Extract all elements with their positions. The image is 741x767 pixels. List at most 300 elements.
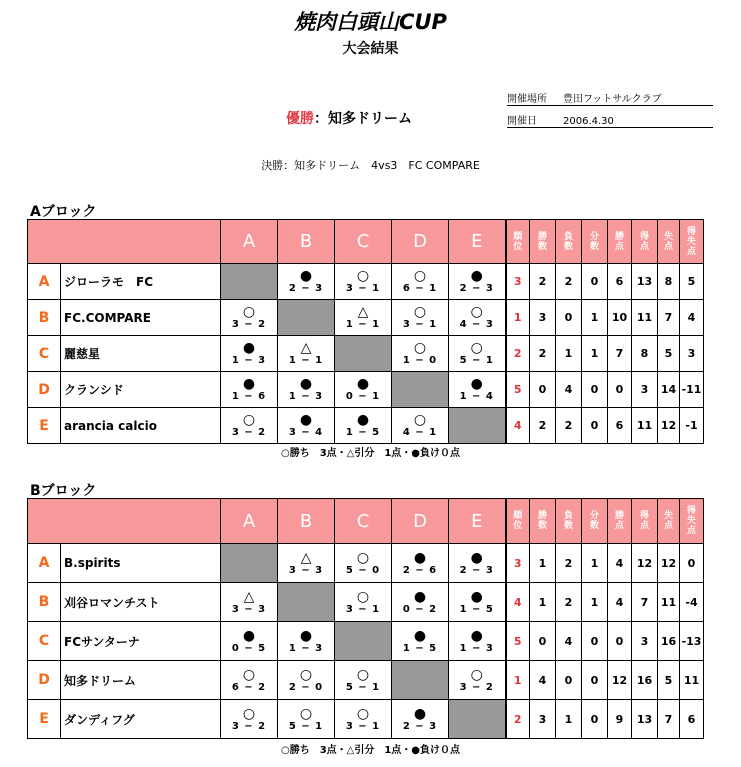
match-score: 0 − 2 bbox=[402, 603, 438, 615]
stat-value: 0 bbox=[582, 372, 608, 408]
block-b-title: Bブロック bbox=[30, 483, 97, 499]
match-score: 3 − 2 bbox=[231, 319, 267, 330]
match-score: 4 − 1 bbox=[402, 427, 438, 438]
match-score: 1 − 3 bbox=[231, 355, 267, 366]
result-symbol: ○ bbox=[356, 705, 370, 722]
result-symbol: ● bbox=[413, 705, 427, 722]
stat-value: 7 bbox=[658, 300, 680, 336]
column-header: B bbox=[278, 220, 335, 264]
stat-value: -11 bbox=[680, 372, 704, 408]
self-match-cell bbox=[449, 408, 506, 444]
stat-value: 3 bbox=[530, 700, 556, 739]
team-name: arancia calcio bbox=[61, 408, 221, 444]
result-symbol: △ bbox=[300, 340, 312, 356]
self-match-cell bbox=[335, 622, 392, 661]
team-name: FC.COMPARE bbox=[61, 300, 221, 336]
match-cell bbox=[392, 300, 449, 336]
match-cell bbox=[449, 300, 506, 336]
stat-header bbox=[530, 220, 556, 264]
team-name: 麗慈星 bbox=[61, 336, 221, 372]
team-letter: C bbox=[28, 336, 61, 372]
winner-line bbox=[286, 108, 412, 128]
stat-value: 7 bbox=[632, 583, 658, 622]
result-symbol: ● bbox=[470, 627, 483, 644]
stat-value: 6 bbox=[608, 408, 632, 444]
stat-value: 2 bbox=[556, 544, 582, 583]
stat-value: 4 bbox=[530, 661, 556, 700]
stat-value: 0 bbox=[556, 661, 582, 700]
column-header: E bbox=[449, 220, 506, 264]
stat-value: 0 bbox=[582, 264, 608, 300]
column-header: E bbox=[449, 499, 506, 544]
stat-header-label: 順位 bbox=[513, 231, 523, 252]
stat-value: 1 bbox=[582, 583, 608, 622]
stat-value: 16 bbox=[632, 661, 658, 700]
match-cell bbox=[278, 700, 335, 739]
stat-header bbox=[608, 220, 632, 264]
stat-value: 0 bbox=[530, 622, 556, 661]
team-row bbox=[28, 700, 704, 739]
rank-value: 3 bbox=[506, 264, 530, 300]
result-symbol: ● bbox=[413, 588, 427, 605]
match-cell bbox=[221, 661, 278, 700]
stat-header-label: 失点 bbox=[663, 231, 673, 252]
stat-value: 1 bbox=[530, 544, 556, 583]
match-score: 1 − 5 bbox=[345, 427, 381, 438]
stat-header bbox=[680, 220, 704, 264]
stat-value: 0 bbox=[582, 408, 608, 444]
stat-header-label: 分数 bbox=[589, 231, 599, 252]
match-score: 5 − 1 bbox=[288, 720, 324, 732]
match-score: 1 − 3 bbox=[288, 642, 324, 654]
match-cell bbox=[392, 544, 449, 583]
match-cell bbox=[392, 264, 449, 300]
stat-value: 16 bbox=[658, 622, 680, 661]
rank-value: 3 bbox=[506, 544, 530, 583]
team-letter: B bbox=[28, 583, 61, 622]
date-key: 開催日 bbox=[507, 116, 537, 127]
team-row bbox=[28, 264, 704, 300]
match-score: 0 − 1 bbox=[345, 391, 381, 402]
match-cell bbox=[221, 583, 278, 622]
rank-value: 2 bbox=[506, 336, 530, 372]
match-score: 2 − 3 bbox=[402, 720, 438, 732]
stat-value: 2 bbox=[530, 408, 556, 444]
team-row bbox=[28, 300, 704, 336]
stat-value: 1 bbox=[582, 300, 608, 336]
self-match-cell bbox=[335, 336, 392, 372]
result-symbol: ● bbox=[470, 376, 483, 392]
rank-value: 5 bbox=[506, 372, 530, 408]
match-cell bbox=[392, 583, 449, 622]
stat-value: 2 bbox=[556, 408, 582, 444]
match-cell bbox=[278, 408, 335, 444]
match-cell bbox=[335, 300, 392, 336]
column-header: D bbox=[392, 220, 449, 264]
stat-value: 4 bbox=[680, 300, 704, 336]
match-cell bbox=[449, 622, 506, 661]
match-cell bbox=[392, 336, 449, 372]
stat-value: -13 bbox=[680, 622, 704, 661]
result-symbol: ● bbox=[470, 549, 483, 566]
stat-value: 4 bbox=[556, 622, 582, 661]
result-symbol: ○ bbox=[356, 588, 370, 605]
team-letter: E bbox=[28, 408, 61, 444]
header-row bbox=[28, 220, 704, 264]
match-cell bbox=[221, 700, 278, 739]
stat-value: 1 bbox=[556, 336, 582, 372]
team-name: 刈谷ロマンチスト bbox=[61, 583, 221, 622]
stat-header-label: 勝点 bbox=[614, 511, 624, 531]
match-score: 4 − 3 bbox=[459, 319, 494, 330]
column-header: D bbox=[392, 499, 449, 544]
team-letter: A bbox=[28, 264, 61, 300]
match-cell bbox=[392, 700, 449, 739]
result-symbol: △ bbox=[357, 304, 369, 320]
stat-value: 12 bbox=[632, 544, 658, 583]
stat-header bbox=[506, 220, 530, 264]
stat-header bbox=[556, 220, 582, 264]
stat-header-label: 負数 bbox=[563, 231, 573, 252]
header-corner bbox=[28, 220, 221, 264]
stat-value: 11 bbox=[680, 661, 704, 700]
winner-separator: ： bbox=[314, 111, 328, 127]
rank-value: 1 bbox=[506, 300, 530, 336]
stat-value: 11 bbox=[658, 583, 680, 622]
stat-value: 5 bbox=[680, 264, 704, 300]
match-cell bbox=[392, 622, 449, 661]
block-a-table bbox=[27, 219, 704, 444]
team-letter: C bbox=[28, 622, 61, 661]
match-cell bbox=[449, 372, 506, 408]
result-symbol: ● bbox=[356, 376, 370, 392]
final-result: 決勝：知多ドリーム 4vs3 FC COMPARE bbox=[261, 159, 480, 172]
stat-value: 3 bbox=[530, 300, 556, 336]
team-name: 知多ドリーム bbox=[61, 661, 221, 700]
team-name: クランシド bbox=[61, 372, 221, 408]
stat-header-label: 勝数 bbox=[537, 511, 547, 531]
result-symbol: ○ bbox=[470, 666, 483, 683]
team-row bbox=[28, 336, 704, 372]
stat-value: 2 bbox=[530, 336, 556, 372]
rank-value: 4 bbox=[506, 408, 530, 444]
team-letter: E bbox=[28, 700, 61, 739]
stat-value: 1 bbox=[582, 544, 608, 583]
result-symbol: ● bbox=[299, 412, 313, 428]
result-symbol: ● bbox=[242, 340, 256, 356]
match-cell bbox=[449, 336, 506, 372]
venue-key: 開催場所 bbox=[507, 94, 547, 105]
stat-value: 13 bbox=[632, 700, 658, 739]
stat-value: 3 bbox=[680, 336, 704, 372]
team-row bbox=[28, 372, 704, 408]
team-row bbox=[28, 408, 704, 444]
result-symbol: ● bbox=[413, 627, 427, 644]
venue-value: 豊田フットサルクラブ bbox=[563, 94, 662, 105]
stat-value: 5 bbox=[658, 336, 680, 372]
match-cell bbox=[221, 408, 278, 444]
stat-header bbox=[632, 499, 658, 544]
result-symbol: △ bbox=[300, 549, 312, 566]
stat-header-label: 負数 bbox=[563, 511, 573, 531]
match-cell bbox=[221, 622, 278, 661]
match-score: 1 − 4 bbox=[459, 391, 494, 402]
stat-value: 0 bbox=[556, 300, 582, 336]
stat-header bbox=[582, 220, 608, 264]
stat-header-label: 順位 bbox=[513, 511, 523, 531]
result-symbol: ○ bbox=[299, 705, 313, 722]
rank-value: 2 bbox=[506, 700, 530, 739]
match-score: 6 − 1 bbox=[402, 283, 438, 294]
stat-header-label: 失点 bbox=[663, 511, 673, 531]
team-row bbox=[28, 544, 704, 583]
rank-value: 1 bbox=[506, 661, 530, 700]
stat-value: 8 bbox=[632, 336, 658, 372]
result-symbol: ○ bbox=[470, 304, 483, 320]
match-cell bbox=[449, 544, 506, 583]
match-cell bbox=[278, 264, 335, 300]
result-symbol: ● bbox=[413, 549, 427, 566]
match-score: 2 − 3 bbox=[459, 564, 494, 576]
stat-header bbox=[582, 499, 608, 544]
date-value: 2006.4.30 bbox=[563, 116, 614, 127]
match-cell bbox=[335, 544, 392, 583]
stat-header bbox=[658, 499, 680, 544]
header-row bbox=[28, 499, 704, 544]
result-symbol: ○ bbox=[242, 666, 256, 683]
winner-label: 優勝 bbox=[286, 111, 314, 127]
stat-value: 7 bbox=[608, 336, 632, 372]
result-symbol: ○ bbox=[356, 268, 370, 284]
match-score: 3 − 2 bbox=[459, 681, 494, 693]
match-cell bbox=[335, 372, 392, 408]
team-row bbox=[28, 583, 704, 622]
column-header: A bbox=[221, 499, 278, 544]
stat-value: 14 bbox=[658, 372, 680, 408]
rank-value: 5 bbox=[506, 622, 530, 661]
team-name: FCサンターナ bbox=[61, 622, 221, 661]
self-match-cell bbox=[221, 264, 278, 300]
match-cell bbox=[335, 583, 392, 622]
match-score: 0 − 5 bbox=[231, 642, 267, 654]
match-cell bbox=[221, 372, 278, 408]
result-symbol: ○ bbox=[413, 304, 427, 320]
page-title: 焼肉白頭山CUP bbox=[294, 10, 447, 34]
stat-value: 12 bbox=[658, 408, 680, 444]
match-score: 2 − 3 bbox=[459, 283, 494, 294]
stat-value: 0 bbox=[582, 700, 608, 739]
stat-value: 13 bbox=[632, 264, 658, 300]
stat-value: 0 bbox=[582, 661, 608, 700]
stat-header-label: 勝数 bbox=[537, 231, 547, 252]
result-symbol: ● bbox=[242, 376, 256, 392]
stat-value: 11 bbox=[632, 300, 658, 336]
self-match-cell bbox=[392, 372, 449, 408]
match-cell bbox=[278, 661, 335, 700]
match-score: 1 − 1 bbox=[345, 319, 381, 330]
stat-header-label: 勝点 bbox=[614, 231, 624, 252]
stat-header-label: 得失点 bbox=[686, 226, 696, 257]
stat-value: 1 bbox=[556, 700, 582, 739]
match-cell bbox=[335, 661, 392, 700]
match-score: 1 − 5 bbox=[402, 642, 438, 654]
venue-info bbox=[507, 90, 713, 106]
result-symbol: ○ bbox=[242, 705, 256, 722]
result-symbol: ● bbox=[299, 627, 313, 644]
team-name: B.spirits bbox=[61, 544, 221, 583]
stat-value: -1 bbox=[680, 408, 704, 444]
result-symbol: △ bbox=[243, 588, 255, 605]
stat-header bbox=[632, 220, 658, 264]
result-symbol: ○ bbox=[242, 304, 256, 320]
stat-value: 4 bbox=[608, 583, 632, 622]
rank-value: 4 bbox=[506, 583, 530, 622]
match-cell bbox=[278, 336, 335, 372]
result-symbol: ○ bbox=[470, 340, 483, 356]
match-score: 2 − 6 bbox=[402, 564, 438, 576]
stat-value: 0 bbox=[582, 622, 608, 661]
match-score: 6 − 2 bbox=[231, 681, 267, 693]
header-corner bbox=[28, 499, 221, 544]
match-cell bbox=[221, 300, 278, 336]
match-score: 3 − 2 bbox=[231, 720, 267, 732]
match-score: 3 − 1 bbox=[345, 603, 381, 615]
stat-value: 3 bbox=[632, 622, 658, 661]
block-b-table bbox=[27, 498, 704, 739]
stat-header bbox=[608, 499, 632, 544]
stat-value: 10 bbox=[608, 300, 632, 336]
team-row bbox=[28, 661, 704, 700]
match-cell bbox=[335, 700, 392, 739]
block-a-title: Aブロック bbox=[30, 204, 97, 220]
stat-value: 0 bbox=[680, 544, 704, 583]
team-letter: D bbox=[28, 661, 61, 700]
result-symbol: ● bbox=[299, 268, 313, 284]
stat-value: 2 bbox=[556, 264, 582, 300]
match-cell bbox=[335, 408, 392, 444]
result-symbol: ○ bbox=[356, 666, 370, 683]
page-subtitle: 大会結果 bbox=[342, 41, 399, 57]
match-score: 1 − 3 bbox=[459, 642, 494, 654]
self-match-cell bbox=[221, 544, 278, 583]
stat-value: 0 bbox=[530, 372, 556, 408]
team-letter: B bbox=[28, 300, 61, 336]
stat-header-label: 得点 bbox=[639, 511, 649, 531]
stat-value: 7 bbox=[658, 700, 680, 739]
column-header: B bbox=[278, 499, 335, 544]
result-symbol: ● bbox=[470, 588, 483, 605]
column-header: C bbox=[335, 220, 392, 264]
stat-value: 9 bbox=[608, 700, 632, 739]
stat-value: 6 bbox=[608, 264, 632, 300]
match-score: 3 − 3 bbox=[231, 603, 267, 615]
team-name: ダンディフグ bbox=[61, 700, 221, 739]
stat-value: -4 bbox=[680, 583, 704, 622]
stat-value: 11 bbox=[632, 408, 658, 444]
match-score: 1 − 5 bbox=[459, 603, 494, 615]
team-name: ジローラモ FC bbox=[61, 264, 221, 300]
result-symbol: ○ bbox=[413, 268, 427, 284]
stat-header bbox=[680, 499, 704, 544]
stat-value: 6 bbox=[680, 700, 704, 739]
result-symbol: ○ bbox=[299, 666, 313, 683]
stat-value: 12 bbox=[608, 661, 632, 700]
team-letter: D bbox=[28, 372, 61, 408]
match-cell bbox=[335, 264, 392, 300]
result-symbol: ○ bbox=[242, 412, 256, 428]
stat-value: 1 bbox=[582, 336, 608, 372]
match-score: 3 − 2 bbox=[231, 427, 267, 438]
stat-value: 4 bbox=[608, 544, 632, 583]
match-cell bbox=[449, 583, 506, 622]
match-cell bbox=[278, 544, 335, 583]
stat-value: 12 bbox=[658, 544, 680, 583]
match-score: 5 − 0 bbox=[345, 564, 381, 576]
stat-value: 2 bbox=[556, 583, 582, 622]
match-score: 2 − 0 bbox=[288, 681, 324, 693]
match-cell bbox=[392, 408, 449, 444]
stat-header bbox=[556, 499, 582, 544]
stat-header bbox=[506, 499, 530, 544]
match-score: 3 − 1 bbox=[345, 283, 381, 294]
block-a-legend: ○勝ち 3点・△引分 1点・●負け０点 bbox=[280, 448, 461, 459]
match-score: 1 − 6 bbox=[231, 391, 267, 402]
stat-value: 2 bbox=[530, 264, 556, 300]
result-symbol: ○ bbox=[356, 549, 370, 566]
winner-team: 知多ドリーム bbox=[328, 111, 412, 127]
match-score: 1 − 1 bbox=[288, 355, 324, 366]
result-symbol: ● bbox=[242, 627, 256, 644]
match-cell bbox=[449, 661, 506, 700]
match-score: 3 − 1 bbox=[402, 319, 438, 330]
match-cell bbox=[278, 622, 335, 661]
block-b-legend: ○勝ち 3点・△引分 1点・●負け０点 bbox=[280, 745, 461, 756]
team-row bbox=[28, 622, 704, 661]
match-score: 3 − 1 bbox=[345, 720, 381, 732]
date-info bbox=[507, 112, 713, 128]
match-score: 3 − 3 bbox=[288, 564, 324, 576]
column-header: C bbox=[335, 499, 392, 544]
match-score: 1 − 3 bbox=[288, 391, 324, 402]
stat-header bbox=[658, 220, 680, 264]
stat-value: 3 bbox=[632, 372, 658, 408]
match-score: 5 − 1 bbox=[459, 355, 494, 366]
team-letter: A bbox=[28, 544, 61, 583]
match-score: 5 − 1 bbox=[345, 681, 381, 693]
stat-value: 1 bbox=[530, 583, 556, 622]
match-score: 2 − 3 bbox=[288, 283, 324, 294]
stat-value: 8 bbox=[658, 264, 680, 300]
stat-value: 0 bbox=[608, 372, 632, 408]
match-score: 3 − 4 bbox=[288, 427, 324, 438]
match-score: 1 − 0 bbox=[402, 355, 438, 366]
result-symbol: ● bbox=[299, 376, 313, 392]
result-symbol: ○ bbox=[413, 340, 427, 356]
result-symbol: ● bbox=[356, 412, 370, 428]
match-cell bbox=[449, 264, 506, 300]
match-cell bbox=[278, 372, 335, 408]
match-cell bbox=[221, 336, 278, 372]
result-symbol: ● bbox=[470, 268, 483, 284]
self-match-cell bbox=[278, 583, 335, 622]
self-match-cell bbox=[392, 661, 449, 700]
self-match-cell bbox=[449, 700, 506, 739]
stat-value: 4 bbox=[556, 372, 582, 408]
stat-value: 5 bbox=[658, 661, 680, 700]
result-symbol: ○ bbox=[413, 412, 427, 428]
stat-header bbox=[530, 499, 556, 544]
stat-header-label: 分数 bbox=[589, 511, 599, 531]
